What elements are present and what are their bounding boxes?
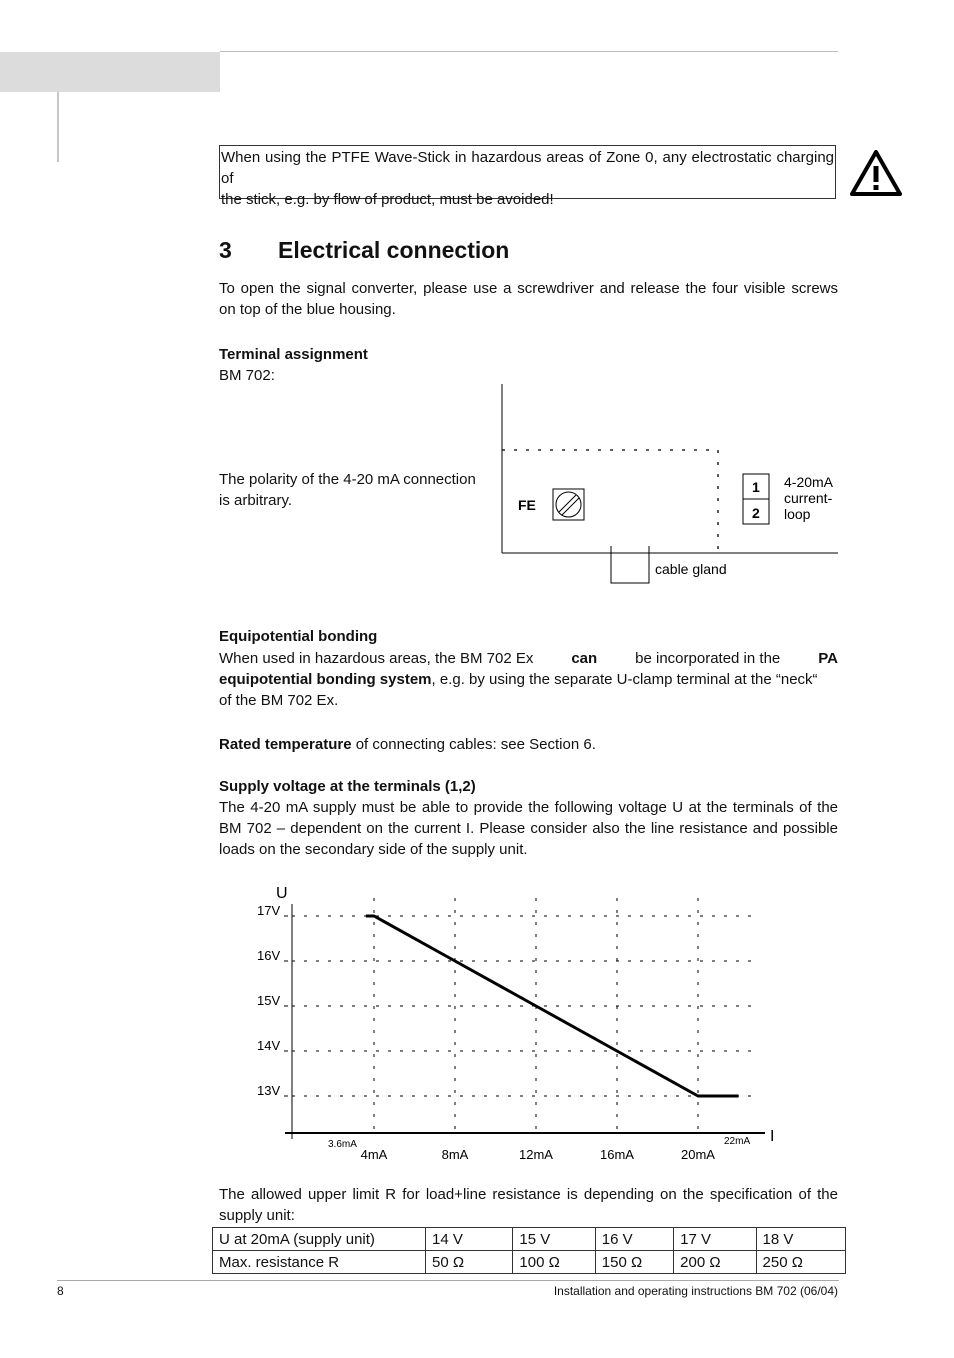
- y-tick-label: 15V: [257, 993, 281, 1008]
- cable-gland-label: cable gland: [655, 561, 727, 577]
- equip-l1-b: be incorporated in the: [635, 650, 781, 667]
- equip-line2: [219, 669, 838, 690]
- supply-line1: The 4-20 mA supply must be able to provide the following voltage U at the terminals of the: [219, 799, 838, 816]
- x-axis-label: I: [770, 1128, 775, 1145]
- table-row: [213, 1228, 846, 1251]
- fe-label: FE: [518, 497, 536, 513]
- footer-rule: [57, 1280, 839, 1281]
- intro-line2: on top of the blue housing.: [219, 301, 396, 318]
- section-title: Electrical connection: [278, 237, 510, 263]
- loop-label-3: loop: [784, 506, 811, 522]
- cable-gland-shape: [611, 546, 649, 583]
- equip-line3: of the BM 702 Ex.: [219, 692, 339, 709]
- supply-heading: Supply voltage at the terminals (1,2): [219, 778, 476, 795]
- x-tick-label: 16mA: [600, 1147, 634, 1162]
- y-tick-label: 17V: [257, 903, 281, 918]
- y-axis-label: U: [276, 885, 288, 902]
- fe-screw-icon: [553, 489, 584, 520]
- y-tick-label: 13V: [257, 1083, 281, 1098]
- header-bar: [0, 52, 220, 92]
- terminal-2: 2: [752, 505, 760, 521]
- equip-line1: [219, 648, 838, 669]
- terminal-heading: Terminal assignment: [219, 346, 368, 363]
- warning-box: [219, 145, 836, 208]
- series-line: [366, 916, 739, 1096]
- polarity-line2: is arbitrary.: [219, 492, 293, 509]
- terminal-model: BM 702:: [219, 367, 275, 384]
- header-rule: [220, 51, 838, 52]
- equip-heading: Equipotential bonding: [219, 628, 378, 645]
- table-cell: 15 V: [513, 1228, 595, 1251]
- table-cell: 16 V: [595, 1228, 673, 1251]
- table-cell: 17 V: [674, 1228, 756, 1251]
- table-cell: 200 Ω: [674, 1251, 756, 1274]
- equip-l2-rest: , e.g. by using the separate U-clamp terminal at the “neck“: [431, 671, 818, 688]
- margin-rule: [57, 92, 59, 162]
- equip-l1-can: can: [571, 650, 598, 667]
- terminal-diagram: [500, 384, 845, 589]
- supply-line2: BM 702 – dependent on the current I. Please consider also the line resistance and possible: [219, 820, 838, 837]
- x-tick-label: 20mA: [681, 1147, 715, 1162]
- table-cell: 14 V: [426, 1228, 513, 1251]
- section-number: 3: [219, 237, 232, 263]
- table-cell: 100 Ω: [513, 1251, 595, 1274]
- allowed-line1: The allowed upper limit R for load+line resistance is depending on the specification of the: [219, 1186, 838, 1203]
- footer-title: Installation and operating instructions BM 702 (06/04): [553, 1284, 838, 1298]
- voltage-current-chart: [240, 878, 800, 1178]
- table-cell: 150 Ω: [595, 1251, 673, 1274]
- equip-l1-pa: PA: [818, 650, 838, 667]
- equip-l2-bold: equipotential bonding system: [219, 671, 432, 688]
- warning-triangle-icon: [850, 149, 902, 196]
- x-tick-label: 4mA: [360, 1147, 388, 1162]
- x-extra-label-start: 3.6mA: [328, 1139, 357, 1150]
- equip-l1-a: When used in hazardous areas, the BM 702 Ex: [219, 650, 534, 667]
- rated-rest: of connecting cables: see Section 6.: [351, 736, 596, 753]
- table-cell: Max. resistance R: [213, 1251, 426, 1274]
- allowed-line2: supply unit:: [219, 1207, 295, 1224]
- terminal-1: 1: [752, 479, 760, 495]
- page-number: 8: [57, 1284, 64, 1298]
- x-tick-label: 12mA: [519, 1147, 553, 1162]
- table-cell: 250 Ω: [756, 1251, 845, 1274]
- warning-text-line1: When using the PTFE Wave-Stick in hazardous areas of Zone 0, any electrostatic charging of: [221, 149, 834, 187]
- table-cell: U at 20mA (supply unit): [213, 1228, 426, 1251]
- rated-line: [219, 734, 596, 755]
- table-cell: 18 V: [756, 1228, 845, 1251]
- y-tick-label: 16V: [257, 948, 281, 963]
- y-tick-label: 14V: [257, 1038, 281, 1053]
- x-tick-label: 8mA: [441, 1147, 469, 1162]
- loop-label-2: current-: [784, 490, 833, 506]
- table-row: [213, 1251, 846, 1274]
- warning-text-line2: the stick, e.g. by flow of product, must be avoided!: [221, 191, 554, 208]
- table-cell: 50 Ω: [426, 1251, 513, 1274]
- supply-line3: loads on the secondary side of the supply unit.: [219, 841, 528, 858]
- resistance-table: [212, 1227, 846, 1274]
- loop-label-1: 4-20mA: [784, 474, 834, 490]
- rated-bold: Rated temperature: [219, 736, 352, 753]
- intro-line1: To open the signal converter, please use a screwdriver and release the four visible screws: [219, 280, 838, 297]
- x-extra-label-end: 22mA: [724, 1136, 751, 1147]
- polarity-line1: The polarity of the 4-20 mA connection: [219, 471, 476, 488]
